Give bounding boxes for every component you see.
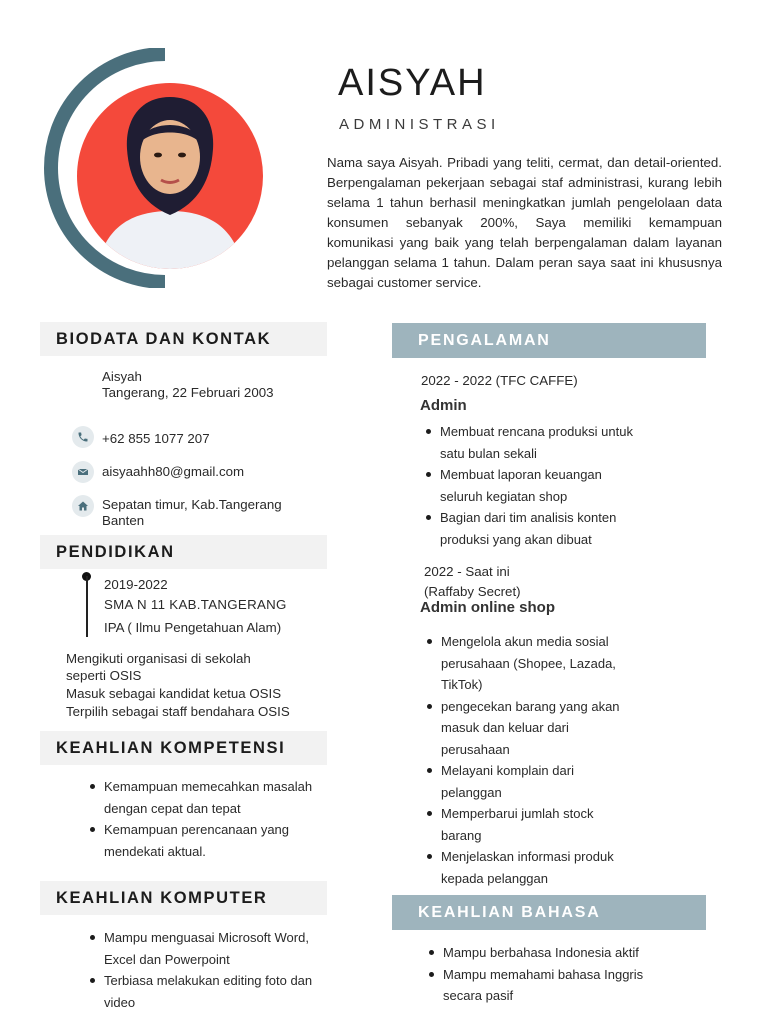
list-item: Melayani komplain dari pelanggan <box>425 760 635 803</box>
list-item: Membuat laporan keuangan seluruh kegiatan shop <box>424 464 639 507</box>
bahasa-list <box>427 942 672 1007</box>
list-item: Bagian dari tim analisis konten produksi yang akan dibuat <box>424 507 639 550</box>
list-item: Memperbarui jumlah stock barang <box>425 803 635 846</box>
section-pendidikan-header <box>40 535 327 569</box>
list-item: Membuat rencana produksi untuk satu bulan sekali <box>424 421 639 464</box>
bio-address-line2: Banten <box>102 513 145 528</box>
list-item: Mampu berbahasa Indonesia aktif <box>427 942 672 964</box>
komputer-list <box>88 927 328 1013</box>
section-biodata-header <box>40 322 327 356</box>
bio-name: Aisyah <box>102 369 142 384</box>
section-title: KEAHLIAN BAHASA <box>418 904 601 921</box>
section-title: BIODATA DAN KONTAK <box>56 330 272 348</box>
bio-birth: Tangerang, 22 Februari 2003 <box>102 385 274 400</box>
edu-major: IPA ( Ilmu Pengetahuan Alam) <box>104 620 282 635</box>
profile-summary: Nama saya Aisyah. Pribadi yang teliti, cermat, dan detail-oriented. Berpengalaman pekerjaan sebagai staf administrasi, kurang lebih selama 1 tahun berhasil meningkatkan jumlah pengelolaan data konsumen sebanyak 200%, Saya memiliki kemampuan komunikasi yang baik yang telah berpengalaman dalam layanan pelanggan selama 1 tahun. Dalam peran saya saat ini khususnya sebagai customer service. <box>327 155 722 290</box>
edu-activity: Mengikuti organisasi di sekolah <box>66 651 251 666</box>
edu-school: SMA N 11 KAB.TANGERANG <box>104 597 287 612</box>
section-komputer-header <box>40 881 327 915</box>
list-item: Terbiasa melakukan editing foto dan video <box>88 970 328 1013</box>
job-role: ADMINISTRASI <box>339 116 500 133</box>
person-portrait-icon <box>77 83 263 269</box>
job1-period: 2022 - 2022 (TFC CAFFE) <box>421 373 578 388</box>
list-item: Kemampuan perencanaan yang mendekati aktual. <box>88 819 328 862</box>
edu-activity: seperti OSIS <box>66 668 142 683</box>
edu-activity: Terpilih sebagai staff bendahara OSIS <box>66 704 290 719</box>
list-item: Mampu menguasai Microsoft Word, Excel dan Powerpoint <box>88 927 328 970</box>
job2-duties <box>425 631 635 889</box>
section-title: PENGALAMAN <box>418 332 551 349</box>
profile-photo <box>77 83 263 269</box>
list-item: Menjelaskan informasi produk kepada pelanggan <box>425 846 635 889</box>
phone-icon <box>72 426 94 448</box>
section-kompetensi-header <box>40 731 327 765</box>
timeline-line <box>86 576 88 637</box>
home-icon <box>72 495 94 517</box>
bio-email[interactable]: aisyaahh80@gmail.com <box>102 464 245 479</box>
list-item: Kemampuan memecahkan masalah dengan cepat dan tepat <box>88 776 328 819</box>
section-title: KEAHLIAN KOMPUTER <box>56 889 268 907</box>
edu-years: 2019-2022 <box>104 577 168 592</box>
section-pengalaman-header <box>392 323 706 358</box>
job2-company: (Raffaby Secret) <box>424 584 521 599</box>
list-item: pengecekan barang yang akan masuk dan keluar dari perusahaan <box>425 696 635 761</box>
name-heading: AISYAH <box>338 62 487 104</box>
section-title: PENDIDIKAN <box>56 543 175 561</box>
job2-period: 2022 - Saat ini <box>424 564 510 579</box>
job1-duties <box>424 421 639 550</box>
job1-title: Admin <box>420 397 467 414</box>
mail-icon <box>72 461 94 483</box>
kompetensi-list <box>88 776 328 862</box>
list-item: Mampu memahami bahasa Inggris secara pasif <box>427 964 672 1007</box>
job2-title: Admin online shop <box>420 599 555 616</box>
section-title: KEAHLIAN KOMPETENSI <box>56 739 286 757</box>
bio-address-line1: Sepatan timur, Kab.Tangerang <box>102 497 282 512</box>
list-item: Mengelola akun media sosial perusahaan (Shopee, Lazada, TikTok) <box>425 631 635 696</box>
section-bahasa-header <box>392 895 706 930</box>
edu-activity: Masuk sebagai kandidat ketua OSIS <box>66 686 282 701</box>
bio-phone[interactable]: +62 855 1077 207 <box>102 431 210 446</box>
